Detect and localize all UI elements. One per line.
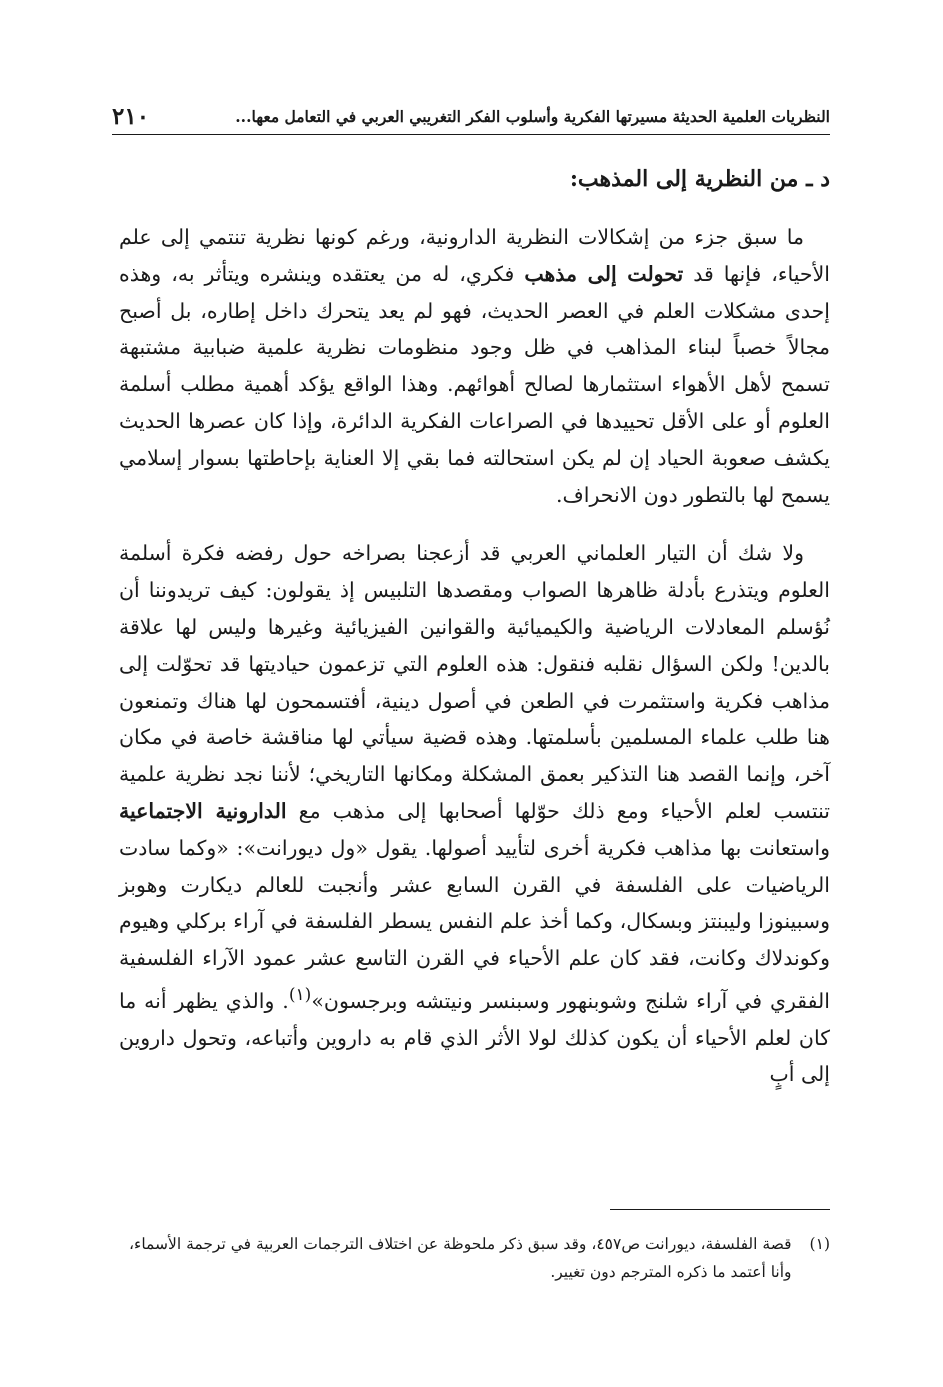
running-header bbox=[112, 98, 830, 135]
paragraph-1-text-a: ما سبق جزء من إشكالات النظرية الدارونية، ورغم كونها نظرية تنتمي إلى علم الأحياء، فإنها قد bbox=[119, 225, 830, 286]
footnote bbox=[119, 1230, 830, 1286]
paragraph-2-text-a: ولا شك أن التيار العلماني العربي قد أزعجنا بصراخه حول رفضه فكرة أسلمة العلوم ويتذرع بأدلة ظاهرها الصواب ومقصدها التلبيس إذ يقولون: كيف تريدوننا أن نُؤسلم المعادلات الرياضية والكيميائية والقوانين الفيزيائية وغيرها وليس لها علاقة بالدين! ولكن السؤال نقلبه فنقول: هذه العلوم التي تزعمون حياديتها قد تحوّلت إلى مذاهب فكرية واستثمرت في الطعن في أصول دينية، أفتسمحون لها هناك وتمنعون هنا طلب علماء المسلمين بأسلمتها. وهذه قضية سيأتي لها مناقشة خاصة في مكان آخر، وإنما القصد هنا التذكير بعمق المشكلة ومكانها التاريخي؛ لأننا نجد نظرية علمية تنتسب لعلم الأحياء ومع ذلك حوّلها أصحابها إلى مذهب مع bbox=[119, 541, 831, 823]
paragraph-2 bbox=[119, 535, 830, 1093]
paragraph-1-text-b: فكري، له من يعتقده وينشره ويتأثر به، وهذه إحدى مشكلات العلم في العصر الحديث، فهو لم يعد يتحرك داخل إطاره، بل أصبح مجالاً خصباً لبناء المذاهب في ظل وجود منظومات نظرية علمية ضبابية مشتبهة تسمح لأهل الأهواء استثمارها لصالح أهوائهم. وهذا الواقع يؤكد أهمية مطلب أسلمة العلوم أو على الأقل تحييدها في الصراعات الفكرية الدائرة، وإذا كان عصرها الحديث يكشف صعوبة الحياد إن لم يكن استحالته فما بقي إلا العناية بإحاطتها بسوار إسلامي يسمح لها بالتطور دون الانحراف. bbox=[119, 261, 830, 507]
paragraph-1-bold-phrase: تحولت إلى مذهب bbox=[524, 261, 684, 286]
paragraph-1 bbox=[119, 219, 830, 513]
footnote-separator bbox=[610, 1209, 830, 1210]
body-text bbox=[119, 219, 830, 1093]
section-heading: د ـ من النظرية إلى المذهب: bbox=[569, 166, 830, 192]
paragraph-2-text-c: . والذي يظهر أنه ما كان لعلم الأحياء أن يكون كذلك لولا الأثر الذي قام به داروين وأتباعه، وتحول داروين إلى أبٍ bbox=[119, 988, 830, 1087]
footnote-marker: (١) bbox=[809, 1235, 830, 1253]
footnote-text: قصة الفلسفة، ديورانت ص٤٥٧، وقد سبق ذكر ملحوظة عن اختلاف الترجمات العربية في ترجمة الأسماء، وأنا أعتمد ما ذكره المترجم دون تغيير. bbox=[129, 1235, 792, 1281]
paragraph-2-bold-phrase: الدارونية الاجتماعية bbox=[119, 798, 287, 823]
page-number: ٢١٠ bbox=[112, 102, 150, 130]
footnote-reference[interactable]: (١) bbox=[288, 984, 312, 1005]
running-header-title: النظريات العلمية الحديثة مسيرتها الفكرية وأسلوب الفكر التغريبي العربي في التعامل معها... bbox=[235, 106, 830, 126]
paragraph-2-text-b: واستعانت بها مذاهب فكرية أخرى لتأييد أصولها. يقول «ول ديورانت»: «وكما سادت الرياضيات على الفلسفة في القرن السابع عشر وأنجبت للعالم ديكارت وهوبز وسبينوزا وليبنتز وبسكال، وكما أخذ علم النفس يسطر الفلسفة في آراء بركلي وهيوم وكوندلاك وكانت، فقد كان علم الأحياء في القرن التاسع عشر عمود الآراء الفلسفية الفقري في آراء شلنج وشوبنهور وسبنسر ونيتشه وبرجسون» bbox=[119, 835, 830, 1013]
